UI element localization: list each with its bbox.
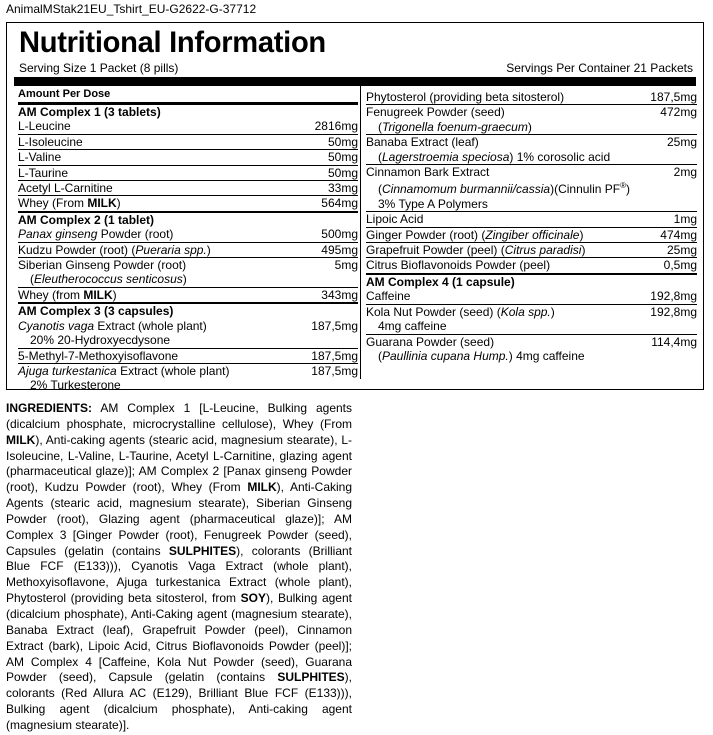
serving-size: Serving Size 1 Packet (8 pills) — [19, 61, 179, 75]
allergen-sulphites: SULPHITES — [277, 670, 345, 685]
complex-4-heading: AM Complex 4 (1 capsule) — [366, 273, 697, 289]
allergen-milk: MILK — [247, 480, 277, 495]
table-row: Ajuga turkestanica Extract (whole plant) 187,5mg — [18, 363, 358, 378]
table-row: L-Isoleucine 50mg — [18, 134, 358, 149]
table-row: Ginger Powder (root) (Zingiber officinale) 474mg — [366, 227, 697, 242]
table-row-detail: (Cinnamomum burmannii/cassia)(Cinnulin PF®) — [378, 181, 631, 197]
table-row: Lipoic Acid 1mg — [366, 212, 697, 227]
panel-title: Nutritional Information — [19, 26, 326, 59]
table-row: L-Valine 50mg — [18, 150, 358, 165]
table-row: Whey (From MILK) 564mg — [18, 196, 358, 211]
table-row: Caffeine 192,8mg — [366, 289, 697, 304]
table-row: L-Leucine 2816mg — [18, 119, 358, 134]
table-row: Cyanotis vaga Extract (whole plant) 187,5mg — [18, 318, 358, 333]
allergen-soy: SOY — [240, 591, 266, 606]
allergen-milk: MILK — [6, 432, 36, 447]
file-name: AnimalMStak21EU_Tshirt_EU-G2622-G-37712 — [6, 2, 257, 16]
table-row: Panax ginseng Powder (root) 500mg — [18, 227, 358, 242]
heading-divider — [14, 77, 696, 86]
complex-1-heading: AM Complex 1 (3 tablets) — [18, 105, 161, 119]
table-row: Cinnamon Bark Extract 2mg — [366, 165, 697, 180]
amount-per-dose-header: Amount Per Dose — [18, 87, 358, 105]
table-row: Fenugreek Powder (seed) 472mg — [366, 105, 697, 120]
table-row: Acetyl L-Carnitine 33mg — [18, 181, 358, 196]
complex-2-heading: AM Complex 2 (1 tablet) — [18, 211, 358, 227]
allergen-sulphites: SULPHITES — [168, 543, 237, 558]
table-row: Kola Nut Powder (seed) (Kola spp.) 192,8mg — [366, 304, 697, 319]
table-row: L-Taurine 50mg — [18, 165, 358, 180]
table-row-detail: 2% Turkesterone — [30, 378, 121, 393]
table-row-detail: (Lagerstroemia speciosa) 1% corosolic acid — [378, 149, 611, 164]
right-column — [366, 90, 697, 363]
table-row-detail: (Eleutherococcus senticosus) — [30, 272, 187, 287]
table-row: Grapefruit Powder (peel) (Citrus paradisi) 25mg — [366, 243, 697, 258]
nutrition-panel — [6, 22, 704, 393]
table-row: Banaba Extract (leaf) 25mg — [366, 135, 697, 150]
complex-3-heading: AM Complex 3 (3 capsules) — [18, 302, 358, 318]
ingredients-label: INGREDIENTS: — [6, 401, 93, 415]
left-column — [18, 87, 358, 393]
servings-per-container: Servings Per Container 21 Packets — [506, 61, 693, 75]
table-row-detail: 20% 20-Hydroxyecdysone — [30, 333, 171, 348]
table-row: Siberian Ginseng Powder (root) 5mg — [18, 258, 358, 273]
table-row: Kudzu Powder (root) (Pueraria spp.) 495mg — [18, 242, 358, 257]
table-row: Citrus Bioflavonoids Powder (peel) 0,5mg — [366, 258, 697, 273]
column-divider — [360, 86, 361, 379]
table-row: 5-Methyl-7-Methoxyisoflavone 187,5mg — [18, 348, 358, 363]
table-row: Phytosterol (providing beta sitosterol) 187,5mg — [366, 90, 697, 104]
table-row-detail: 3% Type A Polymers — [378, 196, 488, 211]
ingredients-text: INGREDIENTS: AM Complex 1 [L-Leucine, Bulking agents (dicalcium phosphate, microcrystalline cellulose), Whey (From MILK), Anti-caking agents (stearic acid, magnesium stearate), L-Isoleucine, L-Valine, L-Taurine, Acetyl L-Carnitine, glazing agent (pharmaceutical glaze)]; AM Complex 2 [Panax ginseng Powder (root), Kudzu Powder (root), Whey (From MILK), Anti-Caking Agents (stearic acid, magnesium stearate), Siberian Ginseng Powder (root), Glazing agent (pharmaceutical glaze)]; AM Complex 3 [Ginger Powder (root), Fenugreek Powder (seed), Capsules (gelatin (contains SULPHITES), colorants (Brilliant Blue FCF (E133))), Cyanotis Vaga Extract (whole plant), Methoxyisoflavone, Ajuga turkestanica Extract (whole plant), Phytosterol (providing beta sitosterol, from SOY), Bulking agent (dicalcium phosphate), Anti-Caking agent (magnesium stearate), Banaba Extract (leaf), Grapefruit Powder (peel), Cinnamon Extract (bark), Lipoic Acid, Citrus Bioflavonoids Powder (peel)]; AM Complex 4 [Caffeine, Kola Nut Powder (seed), Guarana Powder (seed), Capsule (gelatin (contains SULPHITES), colorants (Red Allura AC (E129), Brilliant Blue FCF (E133))), Bulking agent (dicalcium phosphate), Anti-caking agent (magnesium stearate)]. — [6, 401, 353, 732]
table-row-detail: 4mg caffeine — [378, 319, 447, 334]
table-row-detail: (Paullinia cupana Hump.) 4mg caffeine — [378, 348, 585, 363]
table-row-detail: (Trigonella foenum-graecum) — [378, 119, 532, 134]
table-row: Whey (from MILK) 343mg — [18, 287, 358, 302]
table-row: Guarana Powder (seed) 114,4mg — [366, 334, 697, 349]
